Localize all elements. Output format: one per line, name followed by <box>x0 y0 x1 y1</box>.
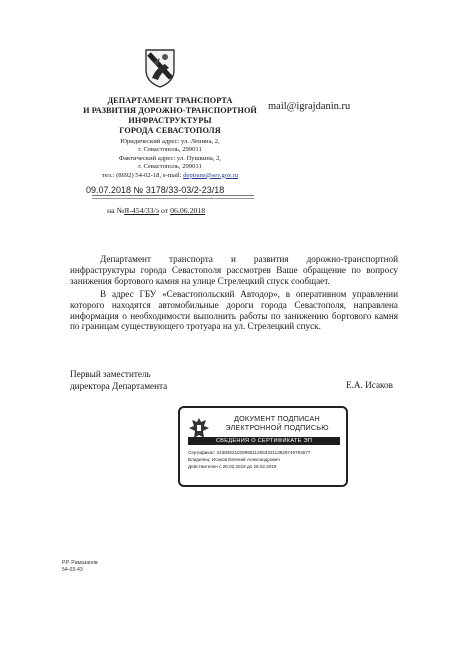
reference-mid: от <box>160 206 169 215</box>
position-line-1: Первый заместитель <box>70 369 151 379</box>
certificate-number: Сертификат: 2438352102998511265332113829749784577 <box>188 450 311 455</box>
struck-line <box>92 198 254 199</box>
department-header <box>60 96 280 136</box>
signatory-position <box>70 369 167 392</box>
header-line-1: ДЕПАРТАМЕНТ ТРАНСПОРТА <box>107 96 233 105</box>
certificate-owner: Владелец: Исаков Евгений Александрович <box>188 457 280 462</box>
executor-info <box>62 560 98 574</box>
position-line-2: директора Департамента <box>70 380 168 391</box>
certificate-validity: Действителен с 26.02.2018 до 26.02.2019 <box>188 464 277 469</box>
contacts-line <box>70 172 270 180</box>
reference-prefix: на № <box>107 206 125 215</box>
executor-name: Р.Р. Рамазанов <box>62 560 98 566</box>
reference-line <box>107 206 205 215</box>
electronic-signature-stamp <box>178 406 348 487</box>
reference-number: Я-454/33/э <box>124 206 159 215</box>
actual-address-line-2: г. Севастополь, 299011 <box>138 163 202 171</box>
body-paragraph-1: Департамент транспорта и развития дорожно-транспортной инфраструктуры города Севастополя рассмотрев Ваше обращение по вопросу занижения бортового камня на улице Стрелецкий спуск сообщает. <box>70 254 398 286</box>
certificate-details <box>188 449 344 470</box>
department-email-link[interactable]: deptrans@sev.gov.ru <box>183 171 239 179</box>
actual-address-line-1: Фактический адрес: ул. Пушкина, 2, <box>118 154 222 162</box>
stamp-title-line-2: ЭЛЕКТРОННОЙ ПОДПИСЬЮ <box>225 423 329 432</box>
letter-body <box>70 254 398 334</box>
contacts-prefix: тел.: (8692) 54-02-18, e-mail: <box>101 171 182 179</box>
legal-address-line-2: г. Севастополь, 299011 <box>138 146 202 154</box>
body-paragraph-2: В адрес ГБУ «Севастопольский Автодор», в оперативном управлении которого находятся автомобильные дороги города Севастополя, направлена информация о необходимости выполнить работы по занижению бортового камня по границам существующего тротуара на ул. Стрелецкий спуск. <box>70 288 398 332</box>
stamp-title <box>210 414 344 432</box>
executor-phone: 54-03-43 <box>62 567 83 573</box>
certificate-info-bar: СВЕДЕНИЯ О СЕРТИФИКАТЕ ЭП <box>188 437 340 445</box>
registration-number: 09.07.2018 № 3178/33-03/2-23/18 <box>86 185 225 195</box>
stamp-title-line-1: ДОКУМЕНТ ПОДПИСАН <box>234 414 320 423</box>
header-line-4: ГОРОДА СЕВАСТОПОЛЯ <box>119 126 221 135</box>
legal-address-line-1: Юридический адрес: ул. Ленина, 2, <box>120 138 220 145</box>
coat-of-arms-icon <box>143 48 177 88</box>
signatory-name: Е.А. Исаков <box>346 380 393 390</box>
department-address <box>70 138 270 180</box>
header-line-2: И РАЗВИТИЯ ДОРОЖНО-ТРАНСПОРТНОЙ <box>83 106 257 115</box>
header-line-3: ИНФРАСТРУКТУРЫ <box>128 116 212 125</box>
recipient-email: mail@igrajdanin.ru <box>268 101 351 112</box>
reference-date: 06.06.2018 <box>170 206 206 215</box>
